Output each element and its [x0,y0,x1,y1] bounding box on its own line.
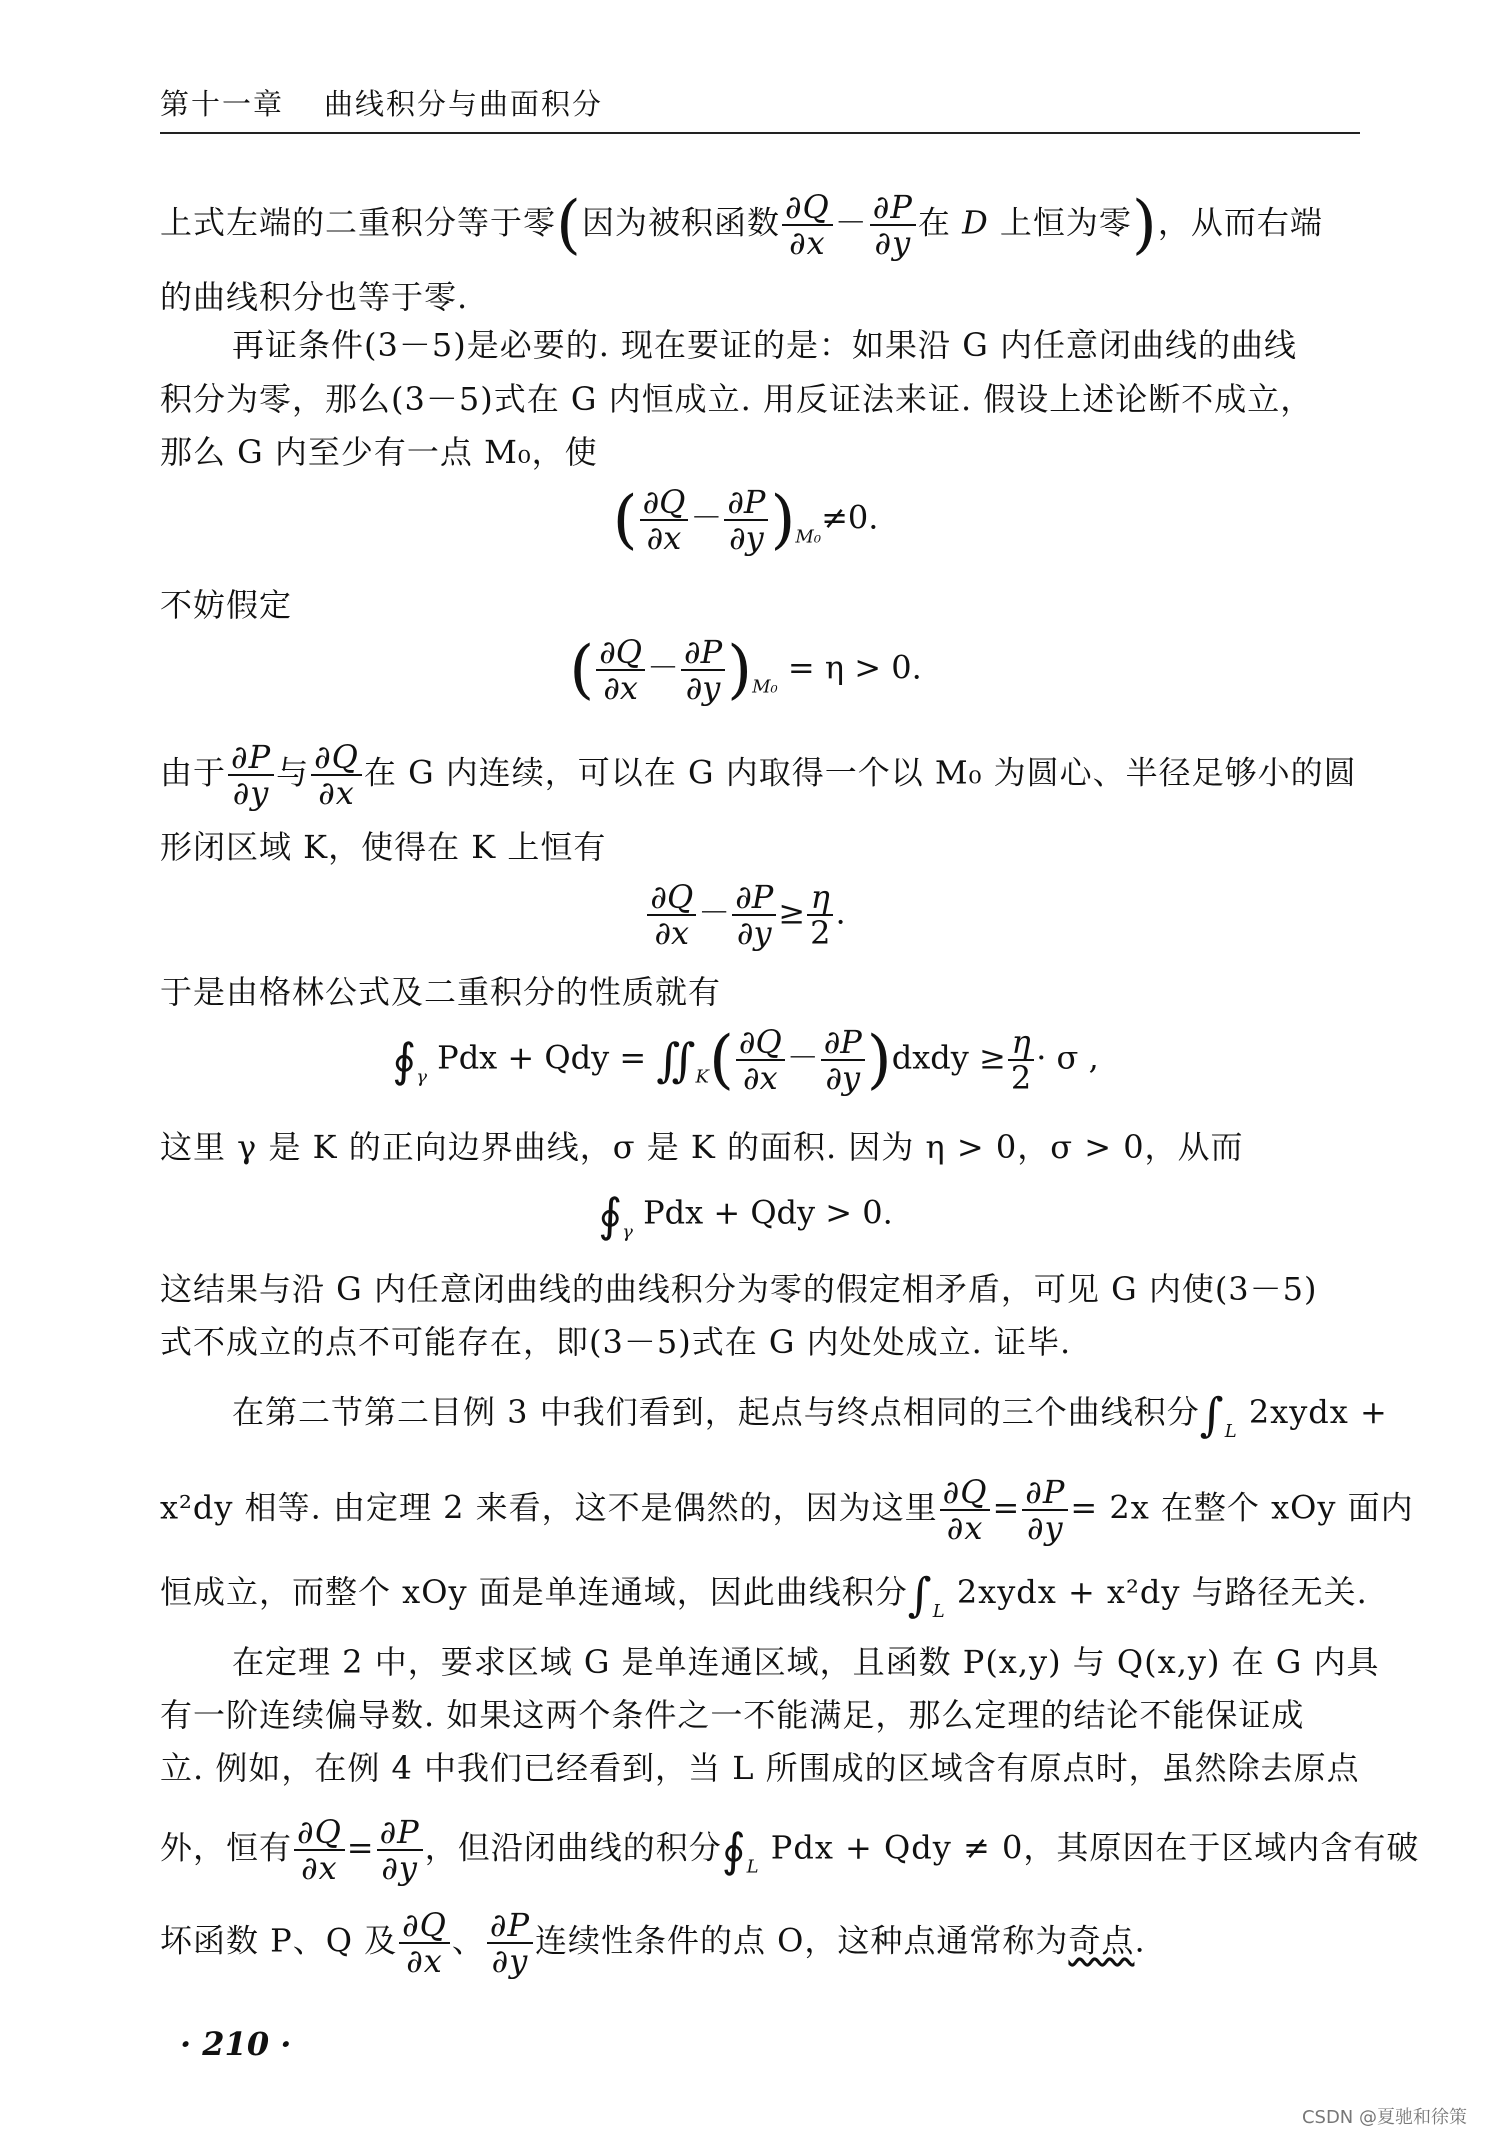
text-assume: 不妨假定 [160,586,293,624]
text: 在 [917,203,951,242]
text: 上式左端的二重积分等于零 [160,203,557,242]
watermark: CSDN @夏驰和徐策 [1301,2107,1467,2128]
equation-2: ( $\frac{\partial Q}{\partial x}$ － $\frac{\partial P}{\partial y}$ )$_{M_0} = \eta > 0$. [569,633,922,707]
equation-3: $\frac{\partial Q}{\partial x}$ － $\frac{\partial P}{\partial y}$ ≥ $\frac{\eta}{2}$ . [0,880,1491,950]
minus: － [834,203,868,242]
paragraph-6-line-2: 式不成立的点不可能存在，即(3－5)式在 G 内处处成立. 证毕. [160,1323,1072,1361]
paragraph-8-line-1: 在定理 2 中，要求区域 G 是单连通区域，且函数 P(x,y) 与 Q(x,y) 在 G 内具 [232,1643,1380,1681]
paragraph-8-line-5: 坏函数 P、Q 及 $\frac{\partial Q}{\partial x}$ 、 $\frac{\partial P}{\partial y}$ 连续性条件的点 O，这种点通常称为奇点. [160,1906,1146,1980]
paragraph-8-line-2: 有一阶连续偏导数. 如果这两个条件之一不能满足，那么定理的结论不能保证成 [160,1696,1305,1734]
page-number: · 210 · [180,2025,292,2063]
paragraph-7-line-1: 在第二节第二目例 3 中我们看到，起点与终点相同的三个曲线积分$\int_L$ 2xydx + [232,1387,1388,1442]
left-paren: ( [556,188,582,262]
paragraph-3-line-2: 形闭区域 K，使得在 K 上恒有 [160,828,607,866]
running-header [160,82,603,123]
term-singular-point: 奇点 [1068,1921,1135,1960]
text: 上恒为零 [999,203,1132,242]
paragraph-5: 这里 γ 是 K 的正向边界曲线，σ 是 K 的面积. 因为 η > 0，σ > 0，从而 [160,1128,1244,1166]
equation-1: ( $\frac{\partial Q}{\partial x}$ － $\frac{\partial P}{\partial y}$ )$_{M_0}\ne 0$. [612,483,879,557]
paragraph-4: 于是由格林公式及二重积分的性质就有 [160,973,722,1011]
text: 因为被积函数 [581,203,780,242]
paragraph-7-line-3: 恒成立，而整个 xOy 面是单连通域，因此曲线积分$\int_L$ 2xydx + x²dy 与路径无关. [160,1567,1368,1622]
paragraph-6-line-1: 这结果与沿 G 内任意闭曲线的曲线积分为零的假定相矛盾，可见 G 内使(3－5) [160,1270,1318,1308]
paragraph-7-line-2: x²dy 相等. 由定理 2 来看，这不是偶然的，因为这里 $\frac{\partial Q}{\partial x}$ = $\frac{\partial P}{\partial y}$ = 2x 在整个 xOy 面内 [160,1473,1414,1547]
equation-4-green: $∮_\gamma$ Pdx + Qdy = $∬_K$( $\frac{\partial Q}{\partial x}$ － $\frac{\partial P}{\partial y}$ )dxdy ≥ $\frac{\eta}{2}$ · σ , [392,1023,1099,1097]
paragraph-8-line-4: 外，恒有 $\frac{\partial Q}{\partial x}$ = $\frac{\partial P}{\partial y}$ ，但沿闭曲线的积分$∮_L$ Pdx + Qdy ≠ 0，其原因在于区域内含有破 [160,1813,1420,1887]
header-rule [160,132,1360,134]
fraction-dQdx: $\frac{\partial Q}{\partial x}$ [782,190,833,260]
paragraph-1-line-2: 的曲线积分也等于零. [160,278,469,316]
paragraph-2-line-3: 那么 G 内至少有一点 M₀，使 [160,433,598,471]
text: ，从而右端 [1157,203,1323,242]
paragraph-1-line-1 [160,190,1360,260]
var-D: D [962,203,989,242]
chapter-number: 第十一章 [160,87,285,121]
chapter-title: 曲线积分与曲面积分 [324,87,604,121]
paragraph-2-line-1: 再证条件(3－5)是必要的. 现在要证的是：如果沿 G 内任意闭曲线的曲线 [232,326,1297,364]
right-paren: ) [1131,188,1158,262]
paragraph-3-line-1: 由于 $\frac{\partial P}{\partial y}$ 与 $\frac{\partial Q}{\partial x}$ 在 G 内连续，可以在 G 内取得一个以 M₀ 为圆心、半径足够小的圆 [160,738,1357,812]
paragraph-8-line-3: 立. 例如，在例 4 中我们已经看到，当 L 所围成的区域含有原点时，虽然除去原点 [160,1749,1360,1787]
equation-5: $∮_\gamma$ Pdx + Qdy > 0. [598,1188,893,1243]
paragraph-2-line-2: 积分为零，那么(3－5)式在 G 内恒成立. 用反证法来证. 假设上述论断不成立， [160,380,1314,418]
fraction-dPdy: $\frac{\partial P}{\partial y}$ [870,190,916,260]
